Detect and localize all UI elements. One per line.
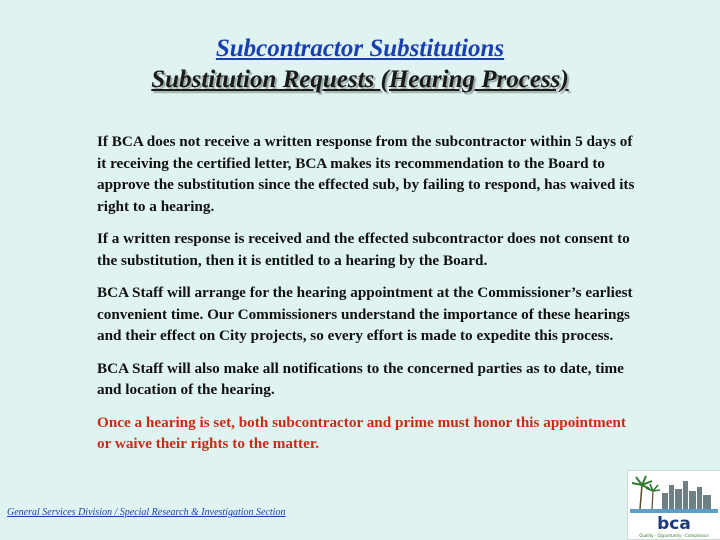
paragraph-notifications: BCA Staff will also make all notifications to the concerned parties as to date, time and location of the hearing. (97, 359, 624, 398)
logo-tagline: Quality · Opportunity · Compliance (639, 533, 709, 538)
paragraph-no-response: If BCA does not receive a written response from the subcontractor within 5 days of it receiving the certified letter, BCA makes its recommendation to the Board to approve the substitution since the effected sub, by failing to respond, has waived its right to a hearing. (97, 133, 635, 215)
slide-title (0, 34, 720, 96)
bca-logo (627, 470, 720, 540)
logo-text: bca (657, 514, 691, 534)
title-line-1: Subcontractor Substitutions (215, 35, 505, 62)
title-line-2: Substitution Requests (Hearing Process) (151, 66, 569, 93)
body-text (97, 131, 637, 466)
paragraph-written-response: If a written response is received and the effected subcontractor does not consent to the substitution, then it is entitled to a hearing by the Board. (97, 230, 630, 269)
footer-division: General Services Division / Special Research & Investigation Section (7, 507, 286, 518)
paragraph-staff-arrange: BCA Staff will arrange for the hearing appointment at the Commissioner’s earliest convenient time. Our Commissioners understand the importance of these hearings and their effect on City projects, so every effort is made to expedite this process. (97, 284, 633, 344)
paragraph-hearing-set: Once a hearing is set, both subcontractor and prime must honor this appointment or waive their rights to the matter. (97, 413, 626, 452)
